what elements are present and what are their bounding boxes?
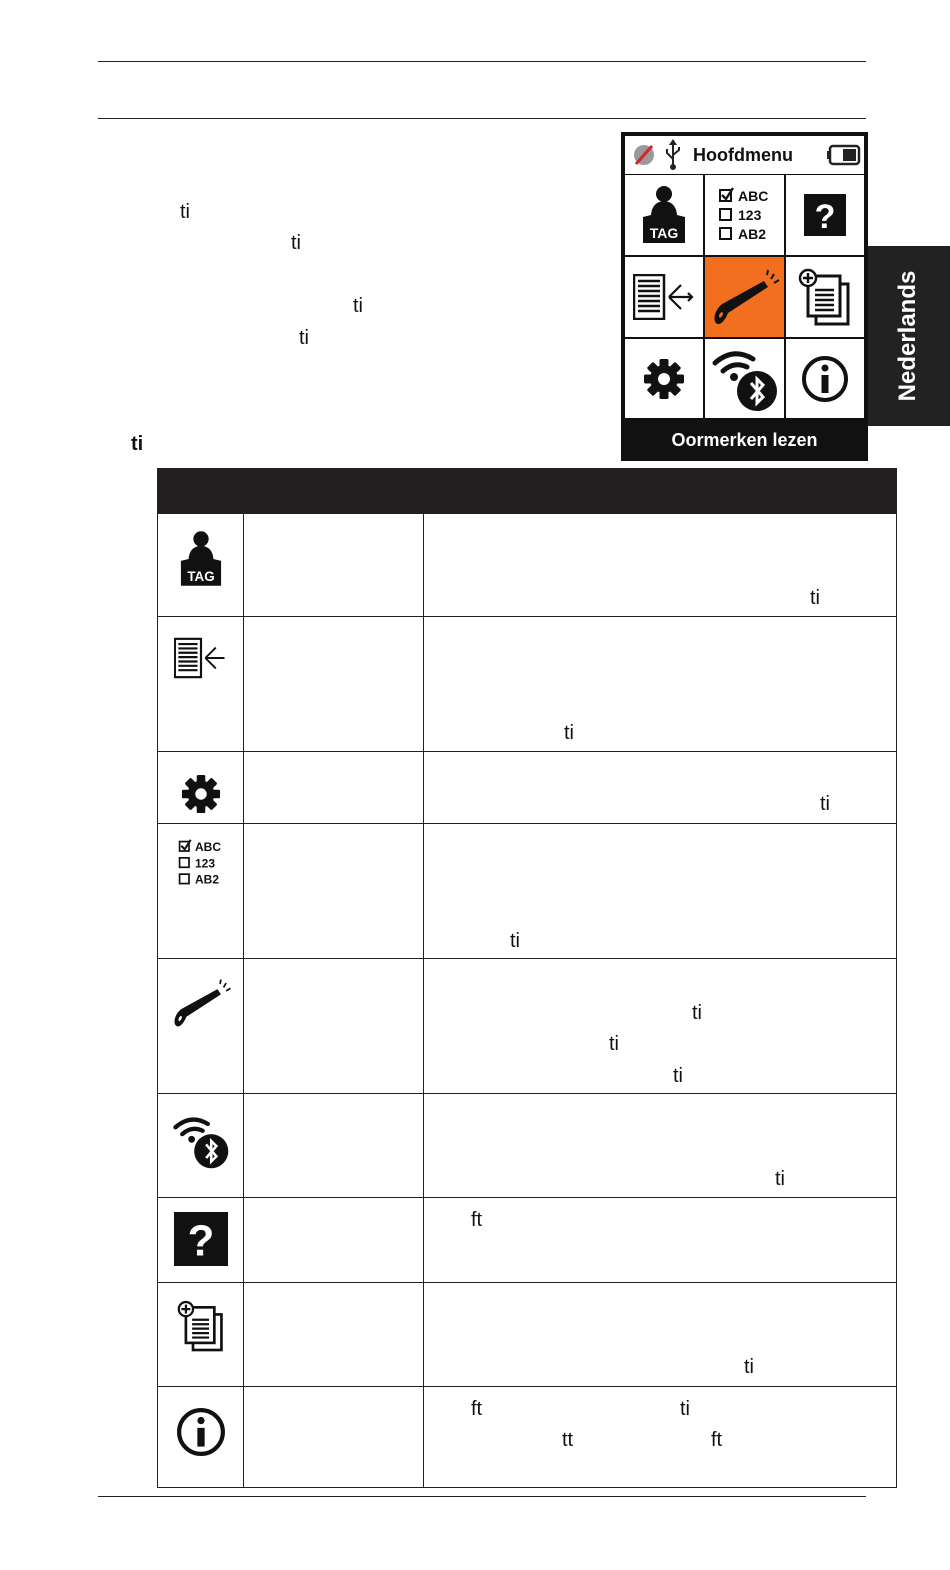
table-row — [158, 1386, 896, 1488]
table-row — [158, 823, 896, 958]
info-icon — [801, 355, 849, 403]
help-icon — [804, 194, 846, 236]
body-fragment: ti — [180, 201, 190, 223]
menu-icon-table — [157, 468, 897, 1488]
row-fragment: ti — [775, 1168, 785, 1190]
device-menu-grid — [625, 175, 864, 418]
usb-icon — [663, 139, 683, 171]
table-row — [158, 513, 896, 616]
gear-icon — [643, 358, 685, 400]
menu-tile-tag[interactable] — [625, 175, 703, 255]
svg-text:?: ? — [187, 1216, 215, 1266]
menu-tile-settings[interactable] — [625, 339, 703, 418]
menu-tile-read-tags[interactable] — [705, 257, 784, 337]
language-tab — [866, 246, 950, 426]
table-row — [158, 1093, 896, 1197]
table-row — [158, 616, 896, 751]
table-row — [158, 1197, 896, 1282]
row-fragment: ft — [471, 1398, 483, 1420]
menu-tile-copy[interactable] — [786, 257, 864, 337]
checklist-item: 123 — [737, 207, 761, 223]
svg-text:?: ? — [814, 198, 836, 236]
help-icon — [174, 1212, 228, 1266]
footer-rule — [98, 1496, 866, 1497]
row-fragment: ti — [673, 1065, 683, 1087]
language-tab-label: Nederlands — [894, 270, 921, 402]
row-fragment: ti — [820, 793, 830, 815]
wifi-bluetooth-icon — [172, 1112, 230, 1170]
row-fragment: ti — [609, 1033, 619, 1055]
row-fragment: ti — [680, 1398, 690, 1420]
row-fragment: ti — [510, 930, 520, 952]
table-row — [158, 1282, 896, 1386]
body-fragment: ti — [131, 433, 144, 455]
checklist-item: AB2 — [195, 872, 220, 887]
tag-icon — [641, 185, 687, 245]
checklist-item: ABC — [737, 188, 768, 204]
menu-tile-wireless[interactable] — [705, 339, 784, 418]
table-row — [158, 958, 896, 1093]
table-header — [158, 469, 896, 513]
header-rule — [98, 118, 866, 119]
row-fragment: tt — [562, 1429, 574, 1451]
battery-icon — [827, 144, 861, 166]
wand-icon — [710, 267, 780, 327]
tag-icon — [179, 530, 223, 588]
row-fragment: ft — [471, 1209, 483, 1231]
checklist-item: ABC — [195, 840, 221, 854]
device-footer: Oormerken lezen — [671, 430, 818, 450]
device-status-bar — [625, 136, 864, 174]
body-fragment: ti — [353, 295, 363, 317]
row-fragment: ft — [711, 1429, 723, 1451]
list-transfer-icon — [633, 274, 695, 320]
copy-icon — [798, 268, 852, 326]
body-fragment: ti — [299, 327, 309, 349]
checklist-icon — [177, 838, 225, 888]
checklist-icon — [717, 186, 773, 244]
wifi-bluetooth-icon — [711, 345, 779, 413]
row-fragment: ti — [810, 587, 820, 609]
list-transfer-icon — [174, 637, 228, 679]
menu-tile-info[interactable] — [786, 339, 864, 418]
menu-tile-help[interactable] — [786, 175, 864, 255]
tag-icon-label: TAG — [649, 225, 679, 241]
checklist-item: 123 — [195, 856, 216, 871]
top-rule — [98, 61, 866, 62]
gear-icon — [181, 774, 221, 814]
menu-tile-list-transfer[interactable] — [625, 257, 703, 337]
row-fragment: ti — [744, 1356, 754, 1378]
row-fragment: ti — [564, 722, 574, 744]
row-fragment: ti — [692, 1002, 702, 1024]
body-fragment: ti — [291, 232, 301, 254]
info-icon — [176, 1407, 226, 1457]
no-compass-icon — [631, 142, 657, 168]
table-row — [158, 751, 896, 823]
device-title: Hoofdmenu — [693, 145, 793, 165]
menu-tile-checklist[interactable] — [705, 175, 784, 255]
tag-icon-label: TAG — [187, 569, 215, 584]
wand-icon — [170, 977, 232, 1029]
copy-icon — [177, 1299, 225, 1353]
device-screen — [621, 132, 868, 461]
checklist-item: AB2 — [737, 226, 766, 242]
